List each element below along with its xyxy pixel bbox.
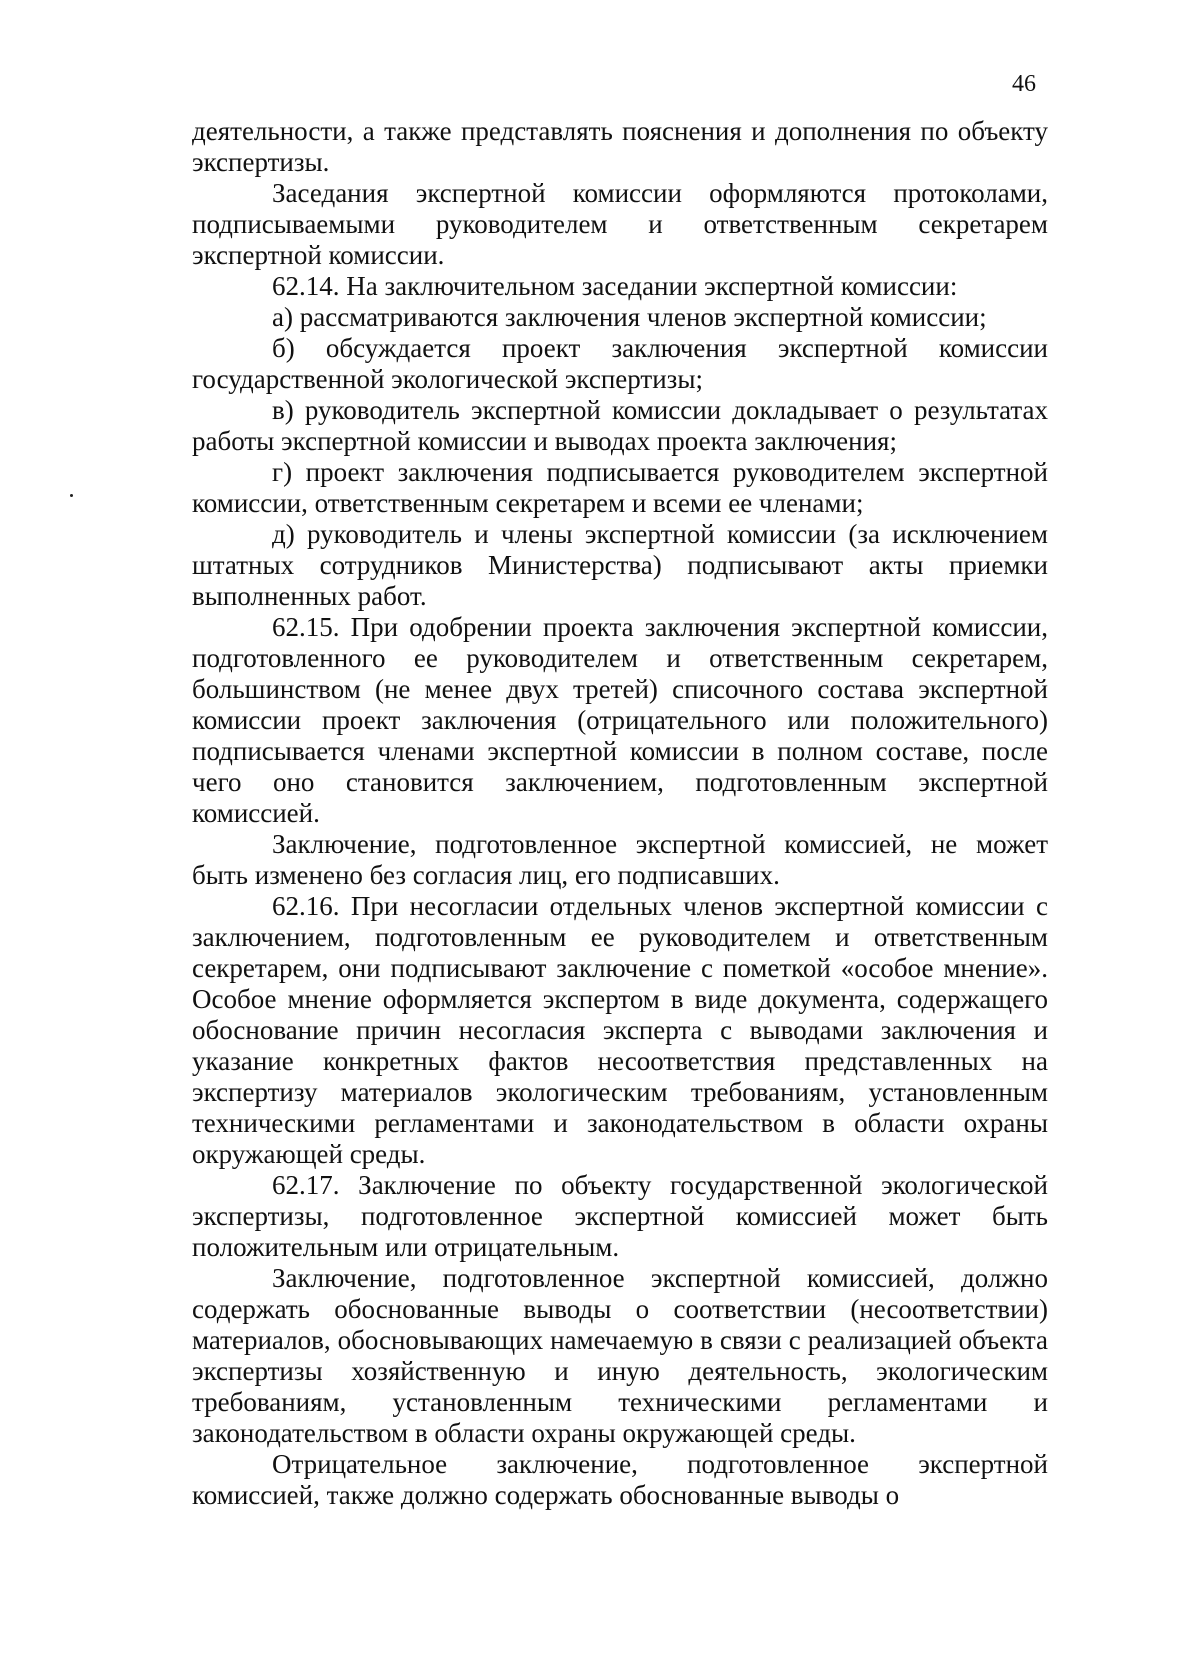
paragraph-62-16: 62.16. При несогласии отдельных членов экспертной комиссии с заключением, подготовленным ее руководителем и ответственным секретарем, они подписывают заключение с пометкой «особое мнение». Особое мнение оформляется экспертом в виде документа, содержащего обоснование причин несогласия эксперта с выводами заключения и указание конкретных фактов несоответствия представленных на экспертизу материалов экологическим требованиям, установленным техническими регламентами и законодательством в области охраны окружающей среды. — [192, 891, 1048, 1169]
document-body — [192, 116, 1048, 1511]
paragraph-conclusion-unchangeable: Заключение, подготовленное экспертной комиссией, не может быть изменено без согласия лиц, его подписавших. — [192, 829, 1048, 890]
paragraph-conclusion-content: Заключение, подготовленное экспертной комиссией, должно содержать обоснованные выводы о соответствии (несоответствии) материалов, обосновывающих намечаемую в связи с реализацией объекта экспертизы хозяйственную и иную деятельность, экологическим требованиям, установленным техническими регламентами и законодательством в области охраны окружающей среды. — [192, 1263, 1048, 1448]
paragraph-negative-conclusion: Отрицательное заключение, подготовленное экспертной комиссией, также должно содержать обоснованные выводы о — [192, 1449, 1048, 1510]
page-number: 46 — [1012, 71, 1036, 97]
paragraph-62-17: 62.17. Заключение по объекту государственной экологической экспертизы, подготовленное экспертной комиссией может быть положительным или отрицательным. — [192, 1170, 1048, 1262]
list-item-v: в) руководитель экспертной комиссии докладывает о результатах работы экспертной комиссии и выводах проекта заключения; — [192, 395, 1048, 456]
paragraph-62-14: 62.14. На заключительном заседании экспертной комиссии: — [272, 271, 958, 301]
list-item-g: г) проект заключения подписывается руководителем экспертной комиссии, ответственным секретарем и всеми ее членами; — [192, 457, 1048, 518]
list-item-b: б) обсуждается проект заключения экспертной комиссии государственной экологической экспертизы; — [192, 333, 1048, 394]
paragraph-continuation: деятельности, а также представлять пояснения и дополнения по объекту экспертизы. — [192, 116, 1048, 177]
paragraph-62-15: 62.15. При одобрении проекта заключения экспертной комиссии, подготовленного ее руководителем и ответственным секретарем, большинством (не менее двух третей) списочного состава экспертной комиссии проект заключения (отрицательного или положительного) подписывается членами экспертной комиссии в полном составе, после чего оно становится заключением, подготовленным экспертной комиссией. — [192, 612, 1048, 828]
paragraph-meeting-protocols: Заседания экспертной комиссии оформляются протоколами, подписываемыми руководителем и ответственным секретарем экспертной комиссии. — [192, 178, 1048, 270]
scan-speck — [70, 494, 73, 497]
list-item-a: а) рассматриваются заключения членов экспертной комиссии; — [272, 302, 987, 332]
list-item-d: д) руководитель и члены экспертной комиссии (за исключением штатных сотрудников Министерства) подписывают акты приемки выполненных работ. — [192, 519, 1048, 611]
